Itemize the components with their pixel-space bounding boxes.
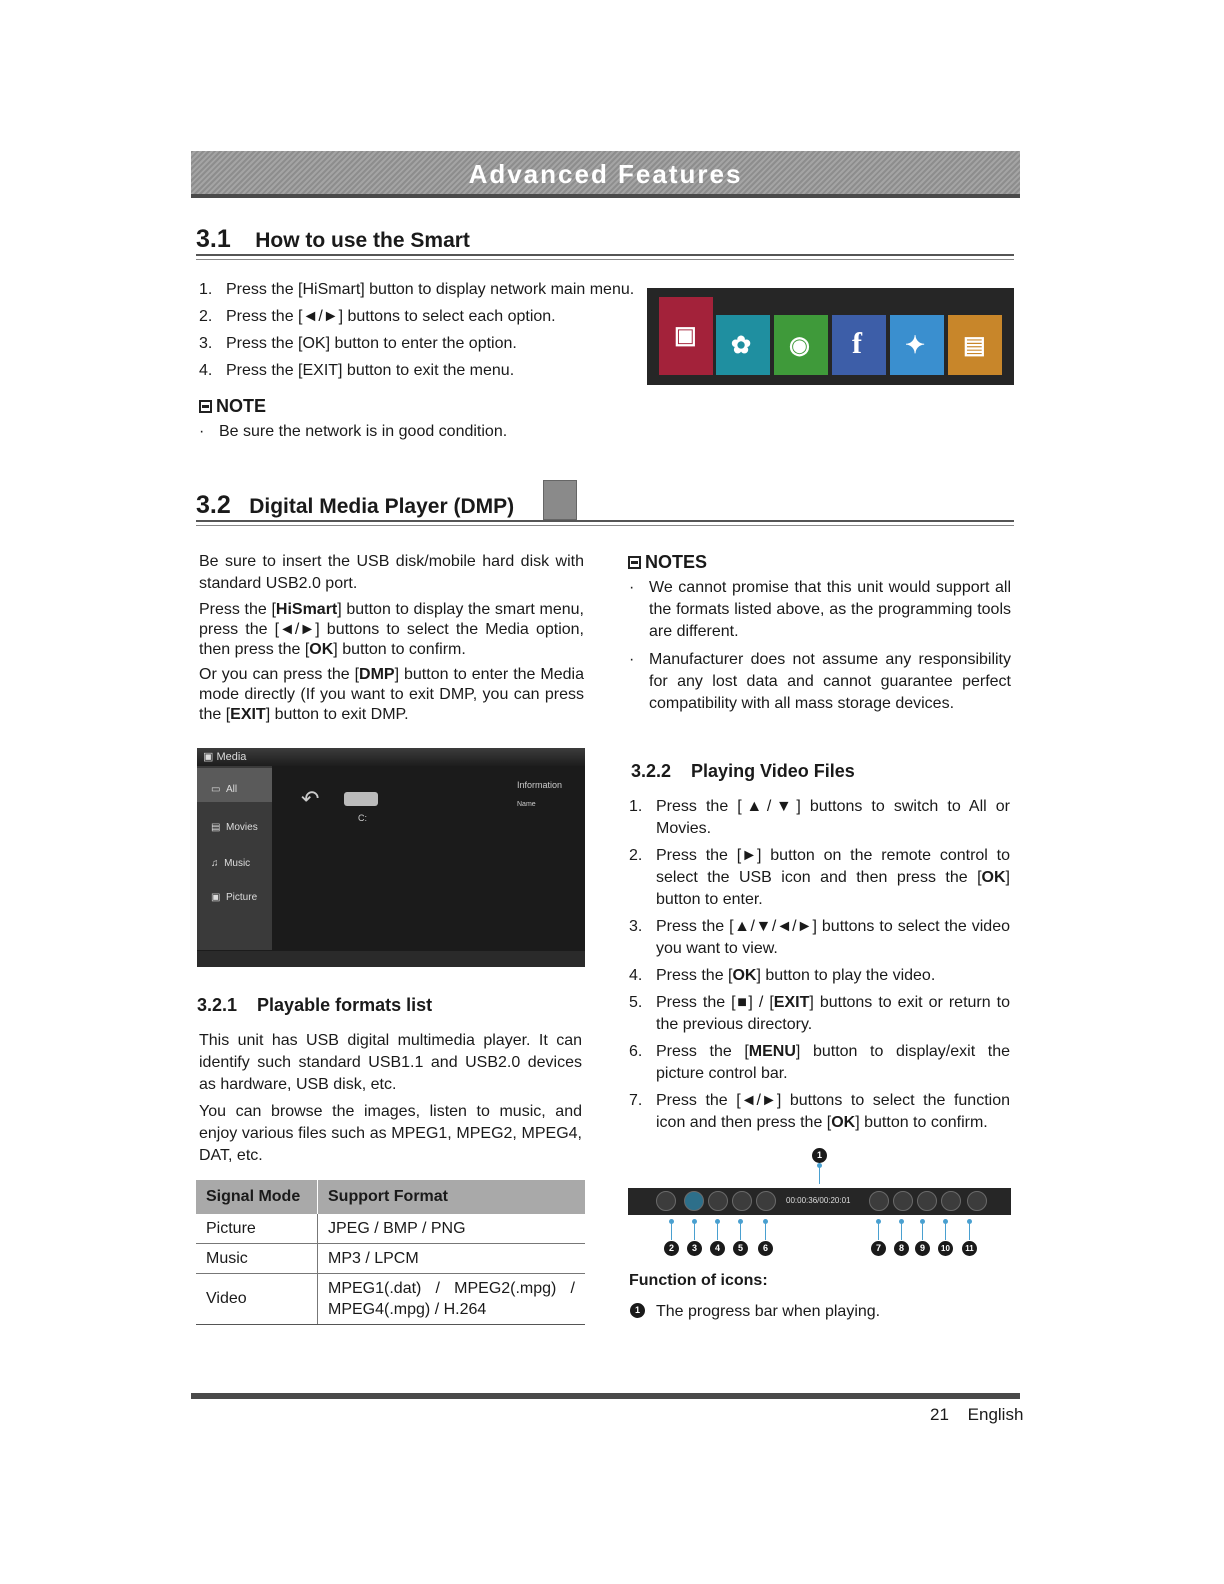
note-item: · Manufacturer does not assume any responsibility for any lost data and cannot guarantee perfect compatibility with all mass storage devices. — [627, 649, 1011, 715]
step-item: 6. Press the [MENU] button to display/exit the picture control bar. — [629, 1043, 1010, 1082]
divider — [196, 525, 1014, 526]
section-title: Digital Media Player (DMP) — [249, 495, 515, 518]
facebook-icon: f — [832, 315, 886, 375]
time-display: 00:00:36/00:20:01 — [786, 1196, 851, 1205]
name-label: Name — [517, 801, 536, 808]
formats-table — [196, 1180, 585, 1325]
callout-line — [969, 1222, 970, 1240]
globe-icon: ◉ — [774, 315, 828, 375]
function-description: The progress bar when playing. — [656, 1303, 881, 1320]
media-item-all[interactable]: ▭ All — [211, 784, 238, 795]
notes-heading: NOTES — [628, 552, 707, 573]
settings-icon[interactable] — [893, 1191, 913, 1211]
note-text: · Be sure the network is in good condition. — [197, 421, 659, 443]
callout-2: 2 — [664, 1241, 679, 1256]
subsection-title: 3.2.1 Playable formats list — [197, 995, 433, 1015]
banner-title: Advanced Features — [468, 159, 743, 189]
callout-line — [740, 1222, 741, 1240]
note-item: · We cannot promise that this unit would support all the formats listed above, as the programming tools are different. — [627, 577, 1011, 643]
callout-10: 10 — [938, 1241, 953, 1256]
table-cell: MPEG1(.dat) / MPEG2(.mpg) / MPEG4(.mpg) / H.264 — [318, 1274, 586, 1325]
column-header: Signal Mode — [196, 1180, 318, 1214]
media-sidebar — [197, 766, 272, 950]
media-item-picture[interactable]: ▣ Picture — [211, 892, 258, 903]
usb-icon[interactable] — [344, 792, 378, 806]
fast-forward-icon[interactable] — [756, 1191, 776, 1211]
notes-list — [627, 577, 1011, 715]
media-header — [197, 748, 585, 766]
repeat-icon[interactable] — [869, 1191, 889, 1211]
previous-icon[interactable] — [684, 1191, 704, 1211]
table-row — [196, 1244, 585, 1274]
table-cell: Picture — [196, 1214, 318, 1244]
step-item: 3. Press the [OK] button to enter the option. — [199, 335, 517, 352]
callout-4: 4 — [710, 1241, 725, 1256]
steps-list — [199, 279, 644, 387]
subsection-title: 3.2.2 Playing Video Files — [631, 761, 855, 781]
control-bar — [628, 1188, 1011, 1215]
column-header: Support Format — [318, 1180, 586, 1214]
callout-line — [922, 1222, 923, 1240]
table-cell: Music — [196, 1244, 318, 1274]
table-header — [196, 1180, 585, 1214]
page-number: 21 — [930, 1405, 949, 1424]
section-number: 3.1 — [196, 225, 231, 253]
media-footer — [197, 951, 585, 967]
stop-icon[interactable] — [967, 1191, 987, 1211]
rewind-icon[interactable] — [732, 1191, 752, 1211]
callout-1: 1 — [630, 1303, 645, 1318]
step-item: 7. Press the [◄/►] buttons to select the function icon and then press the [OK] button to confirm. — [629, 1092, 1010, 1131]
paragraph: This unit has USB digital multimedia player. It can identify such standard USB1.1 and USB2.0 devices as hardware, USB disk, etc. — [199, 1032, 582, 1093]
twitter-icon: ✦ — [890, 315, 944, 375]
callout-5: 5 — [733, 1241, 748, 1256]
play-icon[interactable] — [656, 1191, 676, 1211]
note-icon — [628, 556, 641, 569]
step-item: 4. Press the [EXIT] button to exit the menu. — [199, 362, 515, 379]
divider — [196, 259, 1014, 260]
language-label: English — [967, 1405, 1024, 1424]
note-icon — [199, 400, 212, 413]
video-steps — [629, 796, 1010, 1139]
function-icons-heading: Function of icons: — [629, 1272, 768, 1289]
step-item: 1. Press the [▲/▼] buttons to switch to All or Movies. — [629, 798, 1010, 837]
callout-3: 3 — [687, 1241, 702, 1256]
paragraph: Or you can press the [DMP] button to enter the Media mode directly (If you want to exit DMP, you can press the [EXIT] button to exit DMP. — [199, 666, 584, 723]
step-item: 2. Press the [►] button on the remote control to select the USB icon and then press the [OK] button to enter. — [629, 847, 1010, 908]
section-3-1-heading — [196, 225, 470, 254]
formats-intro — [199, 1030, 582, 1167]
page-footer — [930, 1405, 1023, 1425]
callout-8: 8 — [894, 1241, 909, 1256]
section-3-2-heading — [196, 491, 514, 520]
paragraph: You can browse the images, listen to music, and enjoy various files such as MPEG1, MPEG2, MPEG4, DAT, etc. — [199, 1103, 582, 1164]
dmp-intro — [199, 551, 584, 725]
paragraph: Be sure to insert the USB disk/mobile hard disk with standard USB2.0 port. — [199, 553, 584, 592]
callout-line — [878, 1222, 879, 1240]
step-item: 2. Press the [◄/►] buttons to select each option. — [199, 308, 556, 325]
step-item: 3. Press the [▲/▼/◄/►] buttons to select the video you want to view. — [629, 918, 1010, 957]
section-number: 3.2 — [196, 491, 231, 519]
step-item: 1. Press the [HiSmart] button to display network main menu. — [199, 281, 635, 298]
table-row — [196, 1214, 585, 1244]
step-item: 4. Press the [OK] button to play the video. — [629, 967, 936, 984]
table-cell: Video — [196, 1274, 318, 1325]
callout-1: 1 — [812, 1148, 827, 1163]
screen-share-icon: ▤ — [948, 315, 1002, 375]
info-icon[interactable] — [941, 1191, 961, 1211]
callout-line — [765, 1222, 766, 1240]
table-row — [196, 1274, 585, 1325]
step-item: 5. Press the [■] / [EXIT] buttons to exit or return to the previous directory. — [629, 994, 1010, 1033]
section-title: How to use the Smart — [255, 229, 470, 252]
footer-divider — [191, 1393, 1020, 1399]
callout-line — [717, 1222, 718, 1240]
callout-line — [694, 1222, 695, 1240]
table-cell: MP3 / LPCM — [318, 1244, 586, 1274]
callout-7: 7 — [871, 1241, 886, 1256]
callout-9: 9 — [915, 1241, 930, 1256]
divider — [196, 254, 1014, 256]
media-item-movies[interactable]: ▤ Movies — [211, 822, 258, 833]
playlist-icon[interactable] — [917, 1191, 937, 1211]
smart-menu-screenshot — [647, 288, 1014, 385]
callout-line — [945, 1222, 946, 1240]
media-icon: ▣ — [659, 297, 713, 375]
picasa-icon: ✿ — [716, 315, 770, 375]
callout-11: 11 — [962, 1241, 977, 1256]
divider — [196, 520, 1014, 522]
next-icon[interactable] — [708, 1191, 728, 1211]
note-heading: NOTE — [199, 396, 266, 417]
back-icon[interactable]: ↶ — [301, 786, 320, 811]
paragraph: Press the [HiSmart] button to display the smart menu, press the [◄/►] buttons to select the Media option, then press the [OK] button to confirm. — [199, 601, 584, 658]
information-label: Information — [517, 780, 563, 790]
table-cell: JPEG / BMP / PNG — [318, 1214, 586, 1244]
callout-6: 6 — [758, 1241, 773, 1256]
media-icon — [543, 480, 577, 520]
media-item-music[interactable]: ♫ Music — [211, 858, 251, 869]
media-header-label: ▣ Media — [203, 751, 247, 763]
callout-line — [901, 1222, 902, 1240]
media-screenshot — [197, 748, 585, 967]
callout-line — [671, 1222, 672, 1240]
callout-line — [819, 1166, 820, 1184]
section-banner — [191, 151, 1020, 198]
drive-label: C: — [358, 813, 367, 823]
